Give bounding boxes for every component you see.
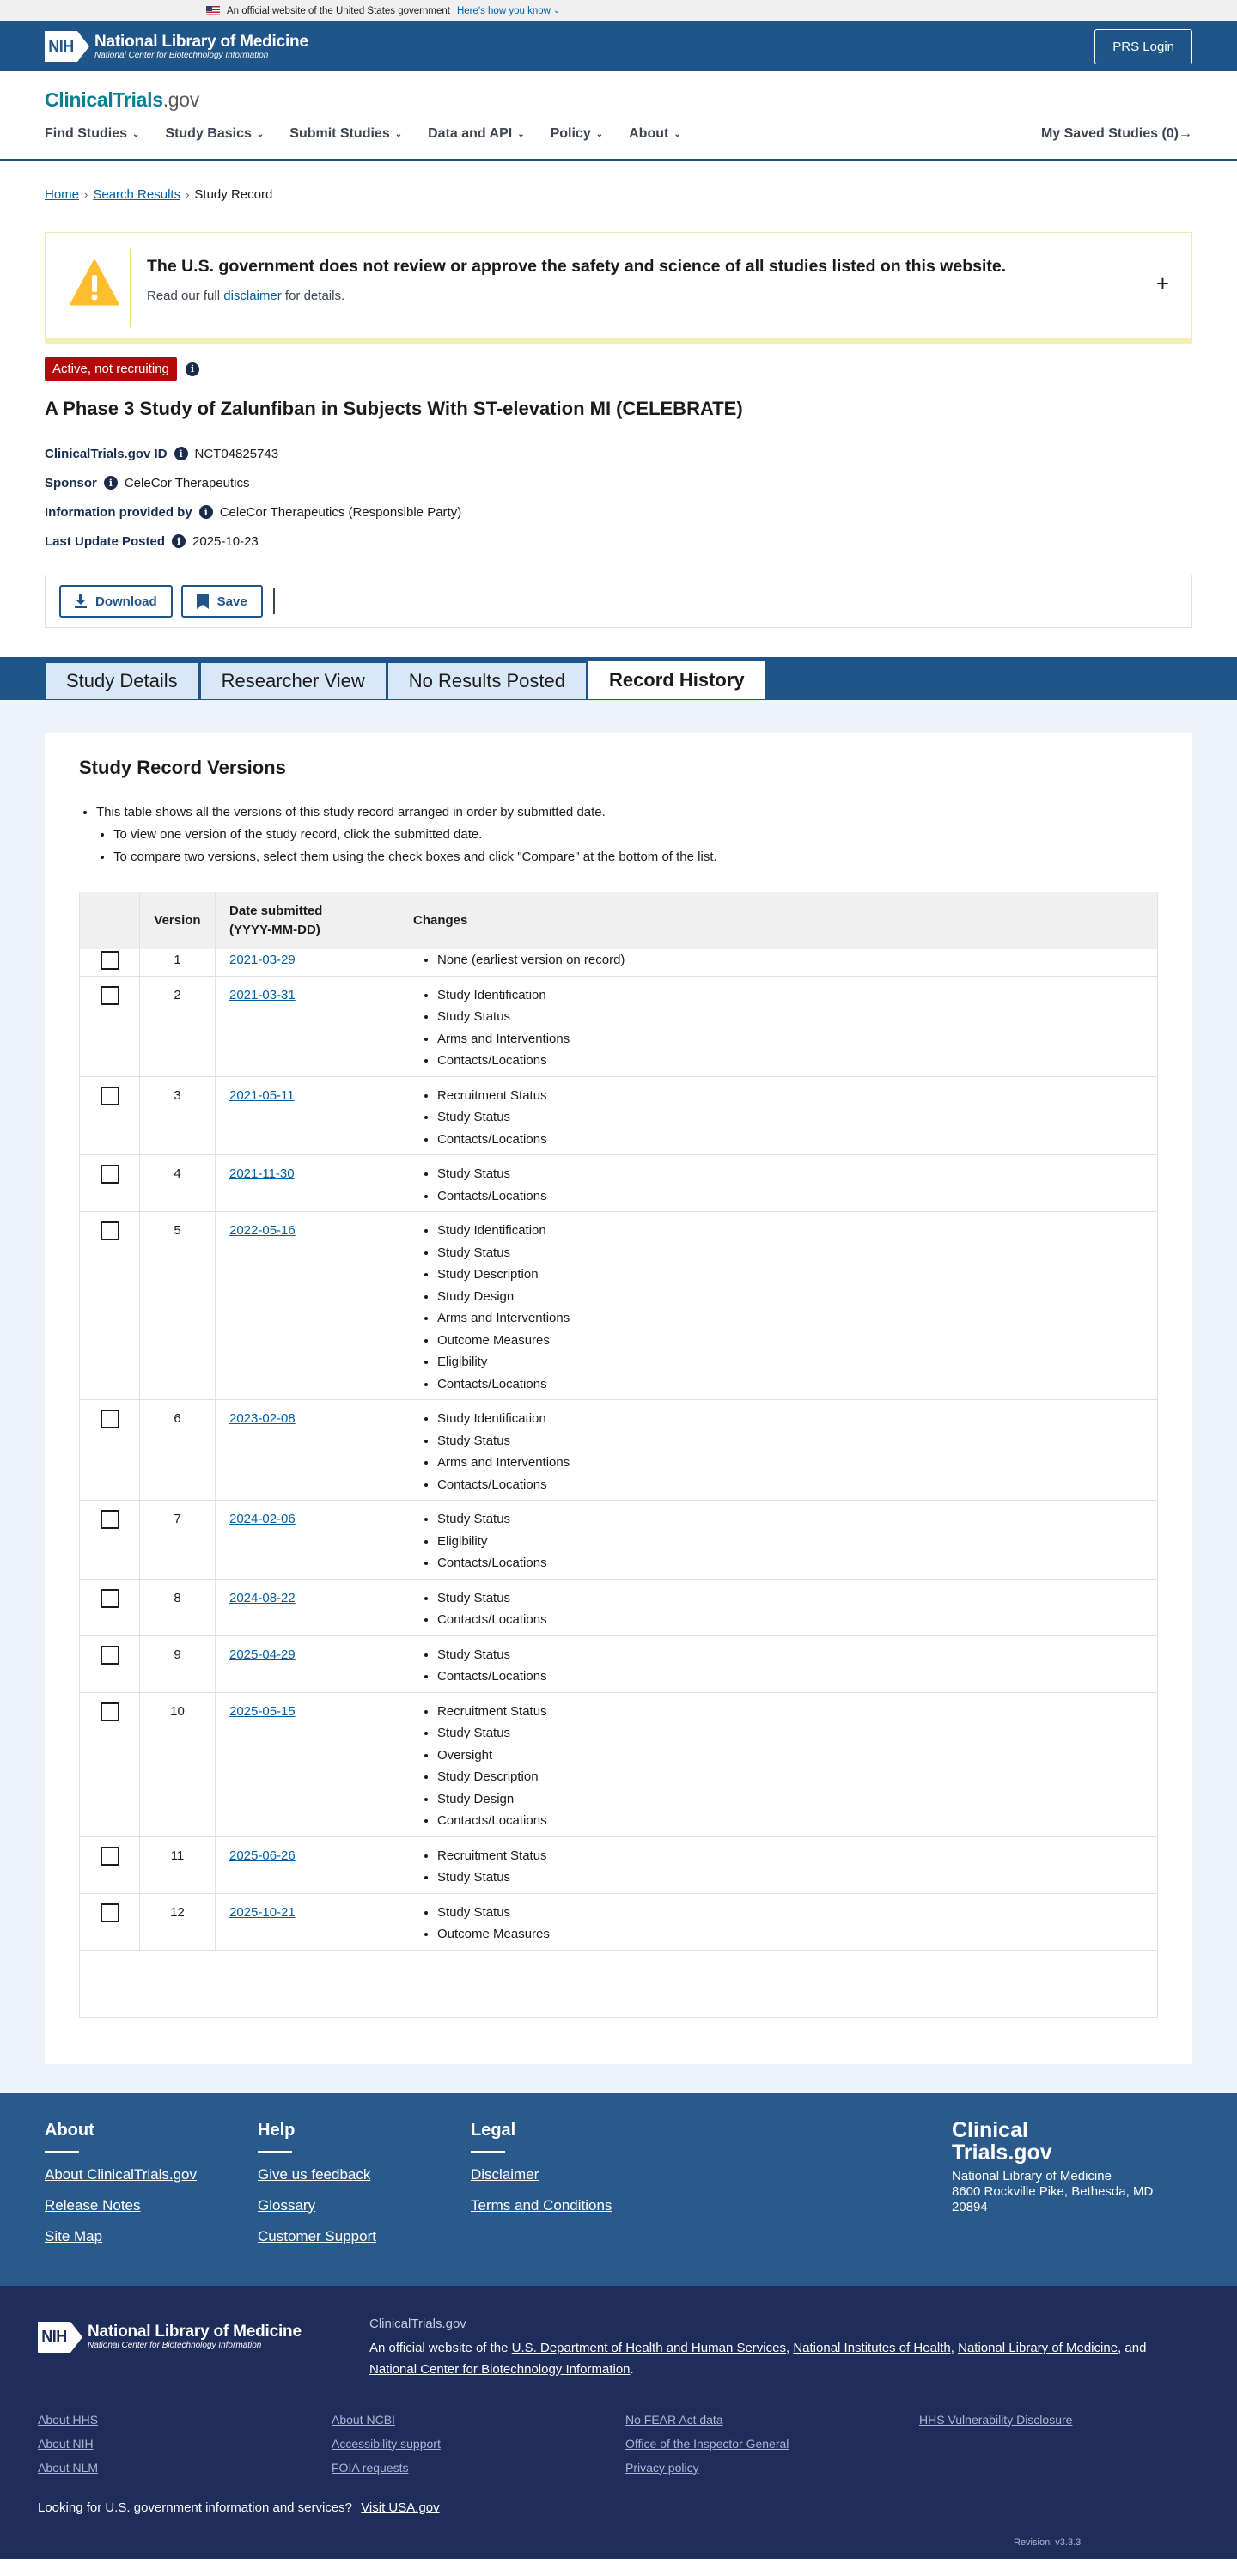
version-date-link[interactable]: 2021-11-30 bbox=[229, 1166, 295, 1181]
breadcrumb-current: Study Record bbox=[194, 186, 273, 202]
link-hhs[interactable]: U.S. Department of Health and Human Services bbox=[511, 2340, 786, 2355]
study-toolbar bbox=[45, 575, 1192, 628]
change-item: • Recruitment Status bbox=[437, 1701, 1143, 1723]
footer-link-privacy[interactable]: Privacy policy bbox=[625, 2460, 699, 2475]
version-date-link[interactable]: 2023-02-08 bbox=[229, 1411, 296, 1426]
change-item: • Study Identification bbox=[437, 984, 1143, 1007]
status-badge: Active, not recruiting bbox=[45, 357, 177, 381]
changes-list bbox=[413, 1085, 1143, 1151]
download-button[interactable]: Download bbox=[59, 585, 173, 618]
nav-submit-studies[interactable]: Submit Studies ⌄ bbox=[289, 126, 403, 141]
footer-link-glossary[interactable]: Glossary bbox=[258, 2196, 316, 2214]
table-row bbox=[80, 949, 1158, 976]
version-date-link[interactable]: 2025-06-26 bbox=[229, 1848, 296, 1863]
version-checkbox[interactable] bbox=[101, 1087, 119, 1105]
version-number: 6 bbox=[140, 1400, 216, 1501]
table-row bbox=[80, 1635, 1158, 1692]
versions-notes: • This table shows all the versions of this study record arranged in order by submitted date. • To view one version of the study record, click the submitted date. • To compare two versions, select them using the check boxes and click "Compare" at the bottom of the list. bbox=[79, 801, 1158, 868]
tab-no-results-posted[interactable]: No Results Posted bbox=[387, 662, 587, 700]
change-item: • Arms and Interventions bbox=[437, 1452, 1143, 1474]
version-number: 4 bbox=[140, 1155, 216, 1212]
footer-link-feedback[interactable]: Give us feedback bbox=[258, 2165, 371, 2183]
footer-link-accessibility[interactable]: Accessibility support bbox=[332, 2436, 441, 2451]
table-row bbox=[80, 1579, 1158, 1635]
table-row bbox=[80, 976, 1158, 1076]
footer-link-about-ncbi[interactable]: About NCBI bbox=[332, 2412, 395, 2427]
changes-list bbox=[413, 1902, 1143, 1946]
change-item: • Recruitment Status bbox=[437, 1845, 1143, 1867]
prs-login-button[interactable]: PRS Login bbox=[1094, 29, 1192, 64]
footer-legal-column: Legal Disclaimer Terms and Conditions bbox=[471, 2120, 612, 2214]
version-number: 2 bbox=[140, 976, 216, 1076]
study-meta bbox=[0, 420, 1237, 556]
change-item: • Study Description bbox=[437, 1264, 1143, 1286]
change-item: • Study Status bbox=[437, 1722, 1143, 1745]
change-item: • Study Description bbox=[437, 1766, 1143, 1788]
study-tabs bbox=[0, 657, 1237, 700]
clinicaltrials-logo[interactable]: ClinicalTrials.gov bbox=[45, 88, 199, 111]
chevron-right-icon: › bbox=[186, 187, 190, 201]
versions-heading: Study Record Versions bbox=[79, 757, 286, 778]
visit-usa-gov-link[interactable]: Visit USA.gov bbox=[361, 2500, 440, 2515]
ncbi-subtitle: National Center for Biotechnology Information bbox=[94, 50, 269, 60]
column-version: Version bbox=[140, 892, 216, 949]
footer-link-about-ct[interactable]: About ClinicalTrials.gov bbox=[45, 2165, 197, 2183]
disclaimer-alert bbox=[45, 232, 1192, 344]
version-number: 10 bbox=[140, 1692, 216, 1836]
record-history-section bbox=[0, 700, 1237, 2093]
change-item: • Contacts/Locations bbox=[437, 1185, 1143, 1208]
footer-link-terms[interactable]: Terms and Conditions bbox=[471, 2196, 612, 2214]
version-checkbox[interactable] bbox=[101, 1410, 119, 1428]
version-date-link[interactable]: 2021-03-31 bbox=[229, 987, 296, 1002]
nav-about[interactable]: About ⌄ bbox=[629, 126, 681, 141]
table-row bbox=[80, 1893, 1158, 1950]
version-date-link[interactable]: 2021-05-11 bbox=[229, 1087, 295, 1103]
footer-official-text: An official website of the U.S. Department of Health and Human Services, National Institutes of Health, National Library of Medicine, and National Center for Biotechnology Information. bbox=[369, 2340, 1147, 2377]
expand-plus-icon[interactable]: + bbox=[1155, 271, 1169, 296]
table-row bbox=[80, 1501, 1158, 1580]
version-number: 11 bbox=[140, 1836, 216, 1893]
heres-how-you-know-link[interactable]: Here's how you know bbox=[456, 5, 551, 16]
footer-link-about-nih[interactable]: About NIH bbox=[38, 2436, 94, 2451]
table-footer-row bbox=[80, 1950, 1158, 2017]
footer-link-oig[interactable]: Office of the Inspector General bbox=[625, 2436, 789, 2451]
changes-list bbox=[413, 1644, 1143, 1688]
usa-gov-line: Looking for U.S. government information and services? Visit USA.gov bbox=[38, 2500, 440, 2515]
change-item: • Study Status bbox=[437, 1242, 1143, 1264]
version-checkbox[interactable] bbox=[101, 951, 119, 970]
version-checkbox[interactable] bbox=[101, 1589, 119, 1608]
change-item: • Study Design bbox=[437, 1788, 1143, 1811]
change-item: • Arms and Interventions bbox=[437, 1307, 1143, 1330]
nih-header bbox=[0, 21, 1237, 71]
changes-list bbox=[413, 1845, 1143, 1889]
chevron-down-icon: ⌄ bbox=[132, 129, 140, 139]
tab-study-details[interactable]: Study Details bbox=[45, 662, 199, 700]
breadcrumb bbox=[0, 161, 1237, 209]
my-saved-studies-link[interactable]: My Saved Studies (0)→ bbox=[1040, 126, 1192, 141]
footer-link-disclaimer[interactable]: Disclaimer bbox=[471, 2165, 539, 2183]
footer-link-about-nlm[interactable]: About NLM bbox=[38, 2460, 99, 2475]
version-date-link[interactable]: 2024-02-06 bbox=[229, 1512, 296, 1526]
version-date-link[interactable]: 2025-10-21 bbox=[229, 1904, 296, 1920]
meta-sponsor: Sponsor i CeleCor Therapeutics bbox=[45, 475, 250, 490]
site-header bbox=[0, 71, 1237, 161]
nih-badge-icon: NIH bbox=[38, 2322, 82, 2353]
changes-list bbox=[413, 1587, 1143, 1631]
change-item: • Study Status bbox=[437, 1430, 1143, 1452]
version-date-link[interactable]: 2025-05-15 bbox=[229, 1703, 296, 1719]
bookmark-icon bbox=[197, 594, 209, 609]
meta-last-update: Last Update Posted i 2025-10-23 bbox=[45, 533, 259, 549]
column-date-submitted: Date submitted (YYYY-MM-DD) bbox=[216, 892, 399, 949]
version-date-link[interactable]: 2022-05-16 bbox=[229, 1223, 296, 1238]
chevron-down-icon: ⌄ bbox=[595, 129, 604, 139]
change-item: • Study Status bbox=[437, 1902, 1143, 1924]
version-checkbox[interactable] bbox=[101, 1702, 119, 1721]
change-item: • Recruitment Status bbox=[437, 1085, 1143, 1107]
change-item: • Contacts/Locations bbox=[437, 1609, 1143, 1631]
version-number: 7 bbox=[140, 1501, 216, 1580]
nav-data-and-api[interactable]: Data and API ⌄ bbox=[428, 126, 525, 141]
footer-link-release-notes[interactable]: Release Notes bbox=[45, 2196, 141, 2214]
info-icon[interactable]: i bbox=[174, 447, 188, 460]
footer-link-about-hhs[interactable]: About HHS bbox=[38, 2412, 99, 2427]
study-title: A Phase 3 Study of Zalunfiban in Subjects With ST-elevation MI (CELEBRATE) bbox=[45, 398, 743, 419]
footer-bottom bbox=[0, 2286, 1237, 2559]
versions-card bbox=[45, 733, 1192, 2064]
table-row bbox=[80, 1692, 1158, 1836]
meta-nct-id: ClinicalTrials.gov ID i NCT04825743 bbox=[45, 446, 279, 461]
version-date-link[interactable]: 2025-04-29 bbox=[229, 1647, 296, 1662]
disclaimer-title: The U.S. government does not review or approve the safety and science of all studies listed on this website. bbox=[147, 257, 1007, 276]
chevron-down-icon: ⌄ bbox=[517, 129, 525, 139]
tab-record-history[interactable]: Record History bbox=[588, 661, 766, 700]
change-item: • Study Status bbox=[437, 1867, 1143, 1889]
change-item: • Contacts/Locations bbox=[437, 1474, 1143, 1496]
tab-researcher-view[interactable]: Researcher View bbox=[200, 662, 387, 700]
changes-list bbox=[413, 1701, 1143, 1832]
link-nih[interactable]: National Institutes of Health bbox=[793, 2340, 951, 2355]
disclaimer-link[interactable]: disclaimer bbox=[223, 289, 282, 303]
table-row bbox=[80, 1155, 1158, 1212]
nih-logo[interactable] bbox=[45, 31, 308, 62]
gov-banner-text: An official website of the United States government bbox=[227, 5, 450, 16]
changes-list bbox=[413, 1220, 1143, 1395]
link-ncbi[interactable]: National Center for Biotechnology Information bbox=[369, 2361, 631, 2377]
footer-link-no-fear[interactable]: No FEAR Act data bbox=[625, 2412, 723, 2427]
info-icon[interactable]: i bbox=[172, 534, 186, 548]
nav-find-studies[interactable]: Find Studies ⌄ bbox=[45, 126, 140, 141]
footer-link-site-map[interactable]: Site Map bbox=[45, 2227, 103, 2244]
change-item: • Study Design bbox=[437, 1286, 1143, 1308]
change-item: • Oversight bbox=[437, 1745, 1143, 1767]
change-item: • Study Status bbox=[437, 1644, 1143, 1666]
change-item: • Arms and Interventions bbox=[437, 1028, 1143, 1050]
nav-policy[interactable]: Policy ⌄ bbox=[550, 126, 604, 141]
table-row bbox=[80, 1076, 1158, 1155]
arrow-right-icon: → bbox=[1179, 126, 1192, 141]
change-item: • Contacts/Locations bbox=[437, 1129, 1143, 1151]
save-button[interactable]: Save bbox=[181, 585, 263, 618]
change-item: • Study Status bbox=[437, 1587, 1143, 1610]
nav-study-basics[interactable]: Study Basics ⌄ bbox=[165, 126, 265, 141]
revision-text: Revision: v3.3.3 bbox=[1014, 2536, 1082, 2548]
breadcrumb-search-results[interactable]: Search Results bbox=[93, 186, 181, 202]
changes-list bbox=[413, 984, 1143, 1072]
column-changes: Changes bbox=[399, 892, 1158, 949]
chevron-right-icon: › bbox=[84, 187, 88, 201]
changes-list bbox=[413, 1163, 1143, 1207]
gov-banner bbox=[0, 0, 1237, 21]
change-item: • Outcome Measures bbox=[437, 1330, 1143, 1352]
info-icon[interactable]: i bbox=[186, 362, 199, 376]
changes-list bbox=[413, 1408, 1143, 1495]
change-item: • Eligibility bbox=[437, 1351, 1143, 1373]
footer-link-customer-support[interactable]: Customer Support bbox=[258, 2227, 376, 2244]
change-item: • Eligibility bbox=[437, 1531, 1143, 1553]
footer-link-vulnerability[interactable]: HHS Vulnerability Disclosure bbox=[919, 2412, 1073, 2427]
meta-info-provided: Information provided by i CeleCor Therapeutics (Responsible Party) bbox=[45, 504, 462, 520]
footer-link-foia[interactable]: FOIA requests bbox=[332, 2460, 409, 2475]
footer-about-column: About About ClinicalTrials.gov Release Notes Site Map bbox=[45, 2120, 197, 2244]
footer-help-column: Help Give us feedback Glossary Customer Support bbox=[258, 2120, 376, 2244]
change-item: • Study Status bbox=[437, 1106, 1143, 1129]
info-icon[interactable]: i bbox=[104, 476, 118, 490]
version-number: 9 bbox=[140, 1635, 216, 1692]
nlm-title: National Library of Medicine bbox=[94, 32, 308, 51]
link-nlm[interactable]: National Library of Medicine bbox=[958, 2340, 1118, 2355]
version-date-link[interactable]: 2024-08-22 bbox=[229, 1590, 296, 1605]
us-flag-icon bbox=[206, 6, 220, 15]
change-item: • Study Status bbox=[437, 1006, 1143, 1028]
version-date-link[interactable]: 2021-03-29 bbox=[229, 953, 296, 967]
footer-ct-logo[interactable]: Clinical Trials.gov National Library of Medicine 8600 Rockville Pike, Bethesda, MD 20894 bbox=[952, 2117, 1154, 2214]
footer-nih-logo[interactable]: NIH National Library of Medicine National Center for Biotechnology Information bbox=[38, 2322, 302, 2353]
change-item: • Contacts/Locations bbox=[437, 1666, 1143, 1688]
change-item: • Contacts/Locations bbox=[437, 1050, 1143, 1072]
change-item: • Contacts/Locations bbox=[437, 1552, 1143, 1574]
version-number: 5 bbox=[140, 1212, 216, 1400]
change-item: • Contacts/Locations bbox=[437, 1373, 1143, 1396]
warning-icon bbox=[70, 259, 119, 307]
info-icon[interactable]: i bbox=[199, 505, 213, 519]
version-checkbox[interactable] bbox=[101, 1903, 119, 1922]
version-checkbox[interactable] bbox=[101, 1847, 119, 1866]
breadcrumb-home[interactable]: Home bbox=[45, 186, 80, 202]
change-item: • Study Status bbox=[437, 1508, 1143, 1531]
download-icon bbox=[75, 594, 87, 608]
change-item: • Study Identification bbox=[437, 1220, 1143, 1242]
version-number: 8 bbox=[140, 1579, 216, 1635]
change-item: • Study Identification bbox=[437, 1408, 1143, 1430]
chevron-down-icon: ⌄ bbox=[552, 6, 561, 15]
version-number: 1 bbox=[140, 949, 216, 976]
version-checkbox[interactable] bbox=[101, 1221, 119, 1240]
table-row bbox=[80, 1836, 1158, 1893]
site-footer bbox=[0, 2093, 1237, 2286]
disclaimer-text: Read our full disclaimer for details. bbox=[147, 289, 345, 303]
versions-table bbox=[79, 892, 1158, 2018]
table-row bbox=[80, 1212, 1158, 1400]
change-item: • Contacts/Locations bbox=[437, 1810, 1143, 1832]
changes-list bbox=[413, 949, 1143, 971]
table-row bbox=[80, 1400, 1158, 1501]
version-checkbox[interactable] bbox=[101, 1510, 119, 1529]
version-number: 12 bbox=[140, 1893, 216, 1950]
chevron-down-icon: ⌄ bbox=[673, 129, 681, 139]
chevron-down-icon: ⌄ bbox=[256, 129, 265, 139]
chevron-down-icon: ⌄ bbox=[394, 129, 403, 139]
changes-list bbox=[413, 1508, 1143, 1574]
main-nav bbox=[45, 126, 707, 142]
version-number: 3 bbox=[140, 1076, 216, 1155]
nih-badge-icon: NIH bbox=[45, 31, 89, 62]
footer-site-name: ClinicalTrials.gov bbox=[369, 2316, 466, 2331]
version-checkbox[interactable] bbox=[101, 1646, 119, 1665]
change-item: • None (earliest version on record) bbox=[437, 949, 1143, 971]
change-item: • Study Status bbox=[437, 1163, 1143, 1185]
change-item: • Outcome Measures bbox=[437, 1923, 1143, 1946]
version-checkbox[interactable] bbox=[101, 1165, 119, 1184]
version-checkbox[interactable] bbox=[101, 986, 119, 1005]
